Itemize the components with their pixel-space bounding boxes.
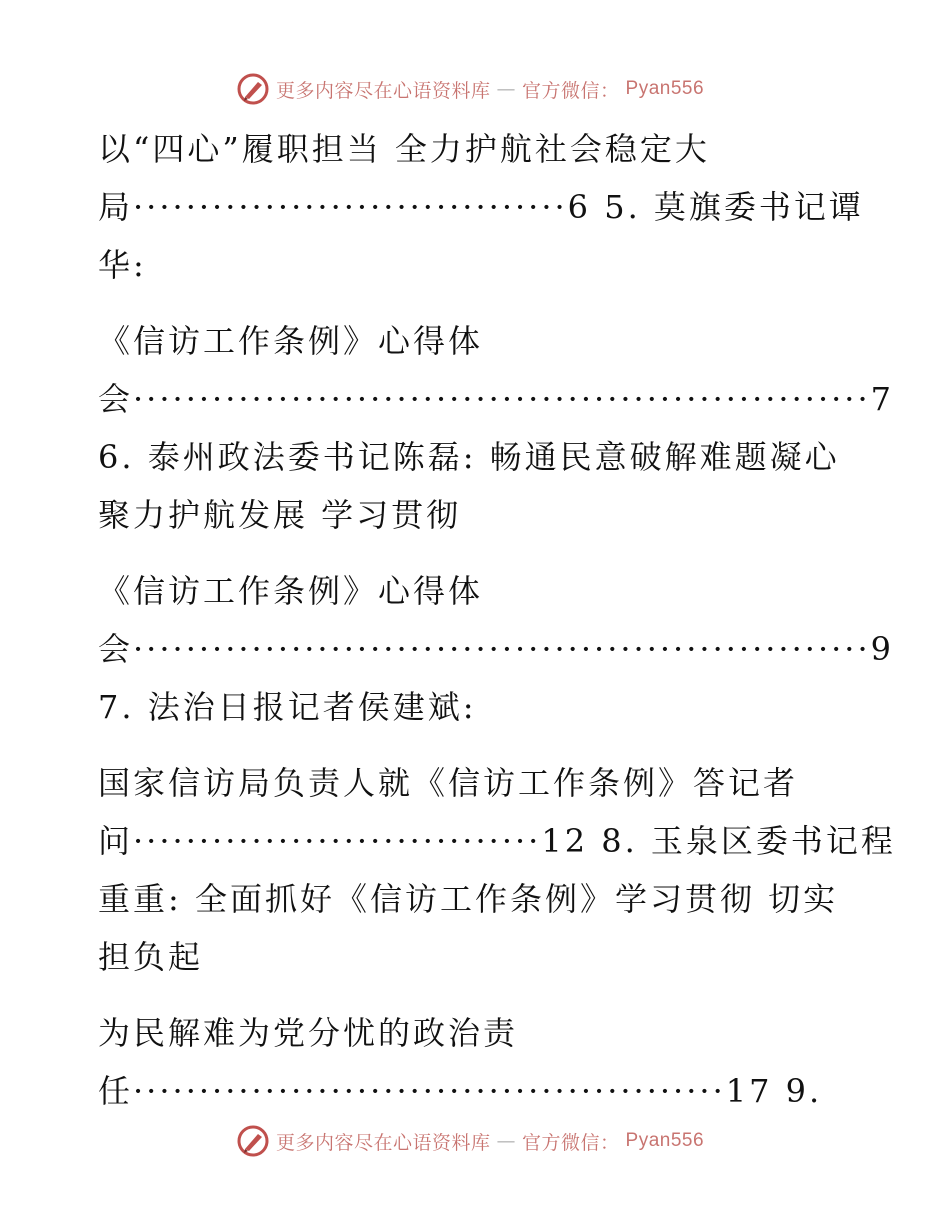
- watermark-separator: —: [496, 1130, 517, 1152]
- toc-line: 《信访工作条例》心得体: [98, 322, 484, 360]
- toc-line: 聚力护航发展 学习贯彻: [98, 496, 462, 534]
- toc-line: 局·································6 5. 莫旗委书记谭: [98, 188, 864, 226]
- toc-line: 重重: 全面抓好《信访工作条例》学习贯彻 切实: [98, 880, 839, 918]
- toc-line: 会························································7: [98, 380, 894, 418]
- watermark-label: 官方微信：: [522, 79, 620, 102]
- toc-line: 6. 泰州政法委书记陈磊: 畅通民意破解难题凝心: [98, 438, 840, 476]
- toc-line: 华:: [98, 246, 147, 284]
- watermark-label: 官方微信：: [522, 1131, 620, 1154]
- toc-line: 《信访工作条例》心得体: [98, 572, 484, 610]
- watermark-separator: —: [496, 78, 517, 100]
- toc-line: 任·············································17 9.: [98, 1072, 823, 1110]
- watermark-main-text: 更多内容尽在心语资料库: [276, 79, 491, 102]
- watermark-footer: [236, 1124, 704, 1158]
- toc-line: 7. 法治日报记者侯建斌:: [98, 688, 477, 726]
- watermark-main-text: 更多内容尽在心语资料库: [276, 1131, 491, 1154]
- toc-content: [98, 120, 896, 1120]
- watermark-handle: Pyan556: [625, 78, 705, 99]
- toc-line: 担负起: [98, 938, 204, 976]
- watermark-header: [236, 72, 704, 106]
- toc-line: 国家信访局负责人就《信访工作条例》答记者: [98, 764, 799, 802]
- toc-line: 会························································9: [98, 630, 894, 668]
- watermark-handle: Pyan556: [625, 1130, 705, 1151]
- pen-logo-icon: [236, 1124, 270, 1158]
- toc-line: 为民解难为党分忧的政治责: [98, 1014, 519, 1052]
- toc-line: 以“四心”履职担当 全力护航社会稳定大: [98, 130, 710, 168]
- pen-logo-icon: [236, 72, 270, 106]
- toc-line: 问·······························12 8. 玉泉区委书记程: [98, 822, 896, 860]
